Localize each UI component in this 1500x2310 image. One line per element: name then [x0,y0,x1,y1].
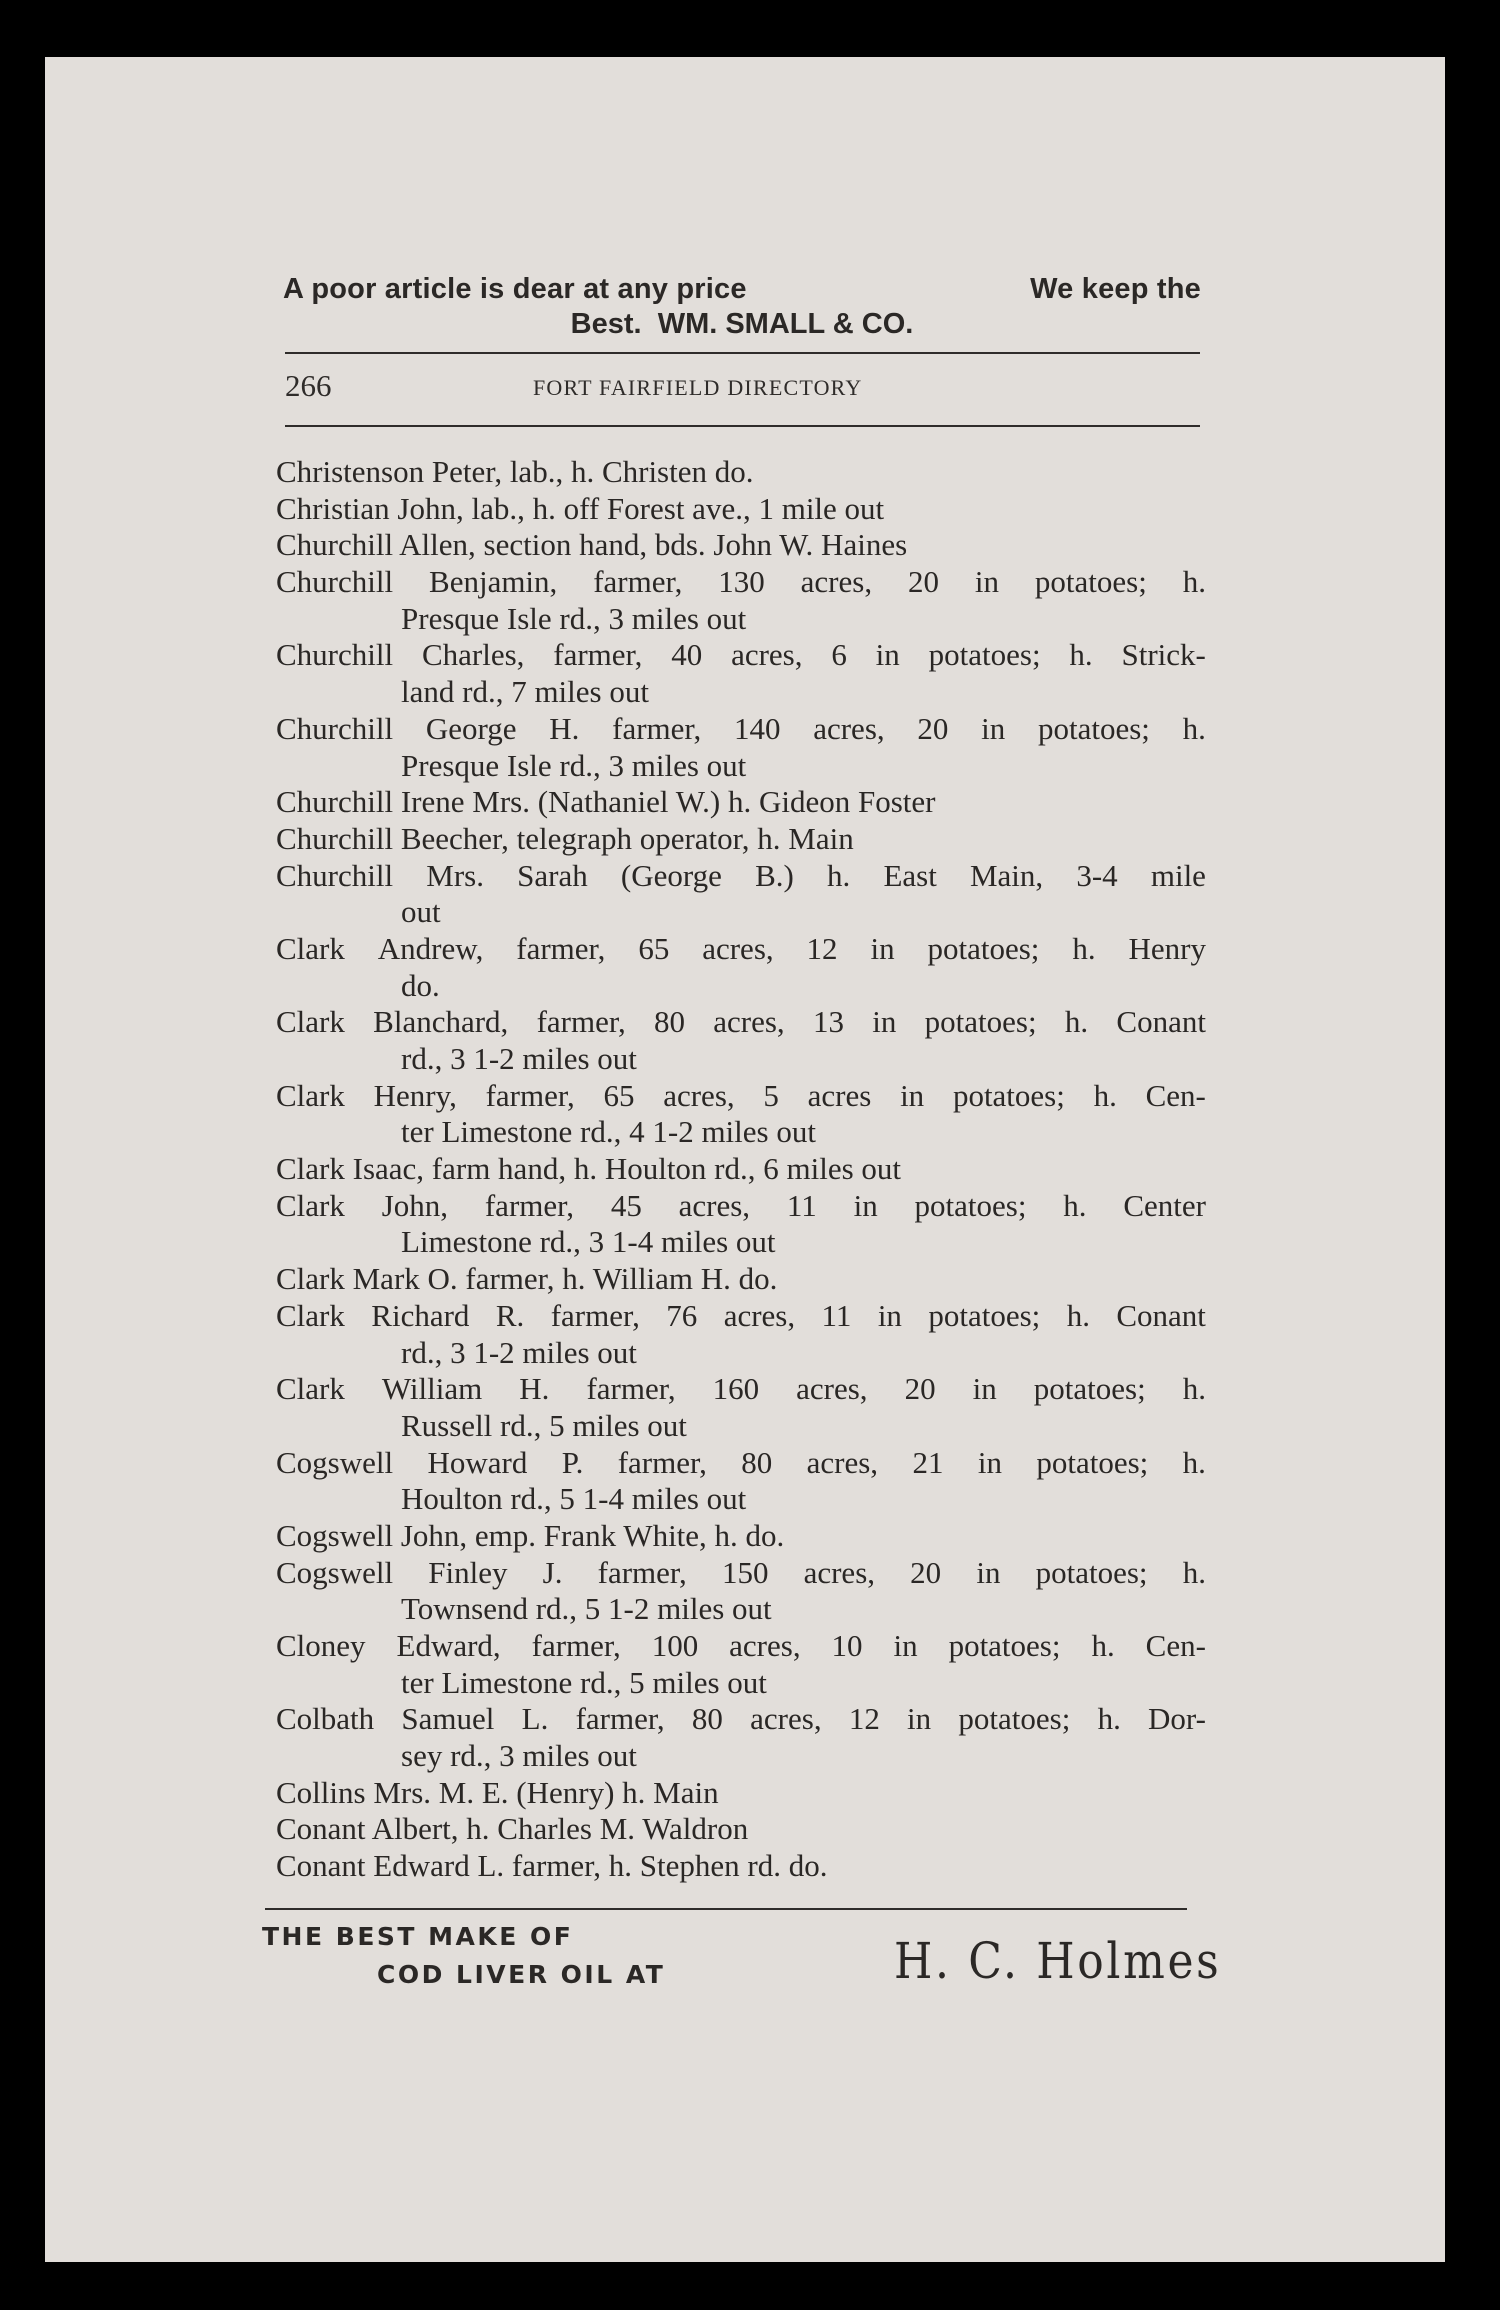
header-ad-line2: Best. WM. SMALL & CO. [570,308,914,340]
entry-word: Finley [428,1554,508,1590]
entry-word: 3-4 [1076,857,1118,893]
entry-word: potatoes; [927,930,1040,966]
entry-word: (George [620,857,722,893]
entry-line: Conant Edward L. farmer, h. Stephen rd. do. [276,1848,828,1884]
entry-word: Sarah [517,857,588,893]
entry-word: potatoes; [1036,1444,1149,1480]
entry-word: h. [827,857,851,893]
entry-word: 20 [910,1554,942,1590]
entry-continuation-line: ter Limestone rd., 5 miles out [401,1664,767,1700]
entry-word: farmer, [617,1444,707,1480]
entry-word: acres, [806,1444,879,1480]
entry-continuation-line: Presque Isle rd., 3 miles out [401,600,747,636]
entry-word: Colbath [276,1701,375,1737]
entry-word: George [425,710,517,746]
entry-word: potatoes; [1037,710,1150,746]
entry-word: Richard [371,1297,470,1333]
entry-word: acres, [750,1701,822,1737]
entry-word: East [883,857,937,893]
entry-word: acres, [702,930,774,966]
entry-word: farmer, [586,1371,676,1407]
entry-word: Dor- [1148,1701,1206,1737]
entry-word: Andrew, [377,930,484,966]
entry-word: acres, [796,1371,868,1407]
entry-word: in [877,1297,902,1333]
entry-word: 6 [831,637,847,673]
entry-continuation-line: Limestone rd., 3 1-4 miles out [401,1224,776,1260]
footer-advertisement [262,1918,1222,2008]
entry-word: in [977,1444,1002,1480]
entry-word: 45 [610,1187,642,1223]
entry-continuation-line: rd., 3 1-2 miles out [401,1334,637,1370]
entry-word: acres, [729,1628,801,1663]
entry-word: mile [1150,857,1206,893]
entry-word: h. [1069,637,1093,673]
entry-word: L. [521,1701,549,1737]
entry-word: Churchill [276,564,394,600]
entry-word: acres, [803,1554,876,1590]
entry-word: Cen- [1145,1628,1206,1663]
entry-line [276,1445,1206,1482]
entry-word: H. [519,1371,550,1407]
entry-word: h. [1066,1297,1090,1333]
entry-line [276,564,1206,601]
entry-word: in [981,710,1006,746]
entry-line: Christenson Peter, lab., h. Christen do. [276,454,754,489]
entry-word: in [974,564,1000,600]
entry-word: 13 [812,1004,844,1040]
entry-word: acres, [713,1004,785,1040]
entry-word: h. [1097,1701,1121,1737]
entry-word: in [875,637,900,673]
entry-continuation-line: Presque Isle rd., 3 miles out [401,747,747,783]
entry-word: potatoes; [1034,564,1147,600]
entry-word: Center [1123,1187,1206,1223]
entry-word: Cogswell [276,1444,394,1480]
entry-line [276,711,1206,748]
running-head [285,366,1200,406]
entry-word: 80 [691,1701,723,1737]
entry-word: acres, [800,564,873,600]
entry-line [276,1188,1206,1225]
entry-line [276,1371,1206,1408]
entry-word: 20 [917,710,949,746]
entry-line: Clark Isaac, farm hand, h. Houlton rd., 6 miles out [276,1151,902,1187]
entry-word: P. [561,1444,584,1480]
entry-word: Henry, [373,1077,457,1113]
entry-word: acres, [663,1077,735,1113]
entry-word: potatoes; [928,1297,1041,1333]
entry-word: J. [542,1554,563,1590]
entry-line: Conant Albert, h. Charles M. Waldron [276,1811,749,1847]
entry-word: 76 [666,1297,698,1333]
entry-word: h. [1093,1077,1117,1113]
entry-word: potatoes; [924,1004,1037,1040]
entry-word: potatoes; [958,1701,1071,1737]
entry-continuation-line: do. [401,967,440,1003]
entry-word: farmer, [550,1297,640,1333]
entry-word: 20 [904,1371,936,1407]
entry-word: 65 [603,1077,635,1113]
entry-word: farmer, [516,930,606,966]
footer-ad-line2: COD LIVER OIL AT [377,1960,666,1989]
entry-word: Clark [276,1297,345,1333]
entry-line [276,858,1206,895]
header-advertisement [283,272,1201,342]
entry-line [276,1555,1206,1592]
entry-line: Cogswell John, emp. Frank White, h. do. [276,1517,785,1553]
entry-word: Benjamin, [429,564,558,600]
header-ad-line1-left: A poor article is dear at any price [283,273,747,305]
entry-word: Mrs. [426,857,484,893]
entry-word: farmer, [575,1701,665,1737]
page-number: 266 [285,368,332,403]
header-rule-bottom [285,425,1200,427]
entry-word: h. [1182,564,1206,600]
entry-line [276,1628,1206,1665]
entry-word: 65 [638,930,670,966]
entry-continuation-line: Russell rd., 5 miles out [401,1407,687,1443]
entry-word: acres, [731,637,803,673]
footer-ad-signature: H. C. Holmes [894,1932,1222,1990]
footer-rule [265,1908,1187,1910]
entry-line: Collins Mrs. M. E. (Henry) h. Main [276,1774,719,1810]
entry-word: Clark [276,930,345,966]
entry-word: h. [1182,710,1206,746]
entry-word: farmer, [593,564,683,600]
entry-word: in [853,1187,878,1223]
entry-line [276,1078,1206,1115]
entry-word: Churchill [276,857,394,893]
entry-word: potatoes; [948,1628,1061,1663]
entry-line [276,1298,1206,1335]
entry-continuation-line: sey rd., 3 miles out [401,1738,637,1774]
directory-entries [276,454,1206,1885]
entry-continuation-line: out [401,894,441,930]
entry-word: acres, [813,710,885,746]
entry-word: Churchill [276,710,394,746]
entry-line: Churchill Irene Mrs. (Nathaniel W.) h. Gideon Foster [276,784,936,820]
footer-ad-line1: THE BEST MAKE OF [262,1922,574,1951]
entry-word: 12 [806,930,838,966]
entry-word: 100 [651,1628,699,1663]
directory-title: FORT FAIRFIELD DIRECTORY [533,375,863,400]
entry-word: in [907,1701,932,1737]
entry-word: Edward, [396,1628,501,1663]
entry-word: potatoes; [928,637,1041,673]
entry-word: 10 [831,1628,863,1663]
entry-word: Main, [969,857,1044,893]
entry-word: Howard [427,1444,528,1480]
entry-word: Clark [276,1187,345,1223]
entry-word: 5 [763,1077,779,1113]
entry-word: Cogswell [276,1554,394,1590]
entry-word: R. [495,1297,525,1333]
entry-word: 80 [741,1444,773,1480]
entry-word: acres, [678,1187,751,1223]
entry-word: 160 [712,1371,760,1407]
entry-word: h. [1182,1554,1206,1590]
entry-word: Cen- [1145,1077,1206,1113]
entry-word: h. [1072,930,1096,966]
header-rule-top [285,352,1200,354]
entry-word: Strick- [1121,637,1206,673]
entry-line [276,637,1206,674]
entry-word: acres [807,1077,872,1113]
entry-word: H. [549,710,580,746]
entry-word: John, [381,1187,449,1223]
entry-word: Cloney [276,1628,366,1663]
entry-word: 150 [721,1554,769,1590]
entry-word: in [870,930,895,966]
entry-word: B.) [755,857,794,893]
entry-word: Clark [276,1004,345,1040]
entry-word: farmer, [531,1628,621,1663]
entry-word: in [893,1628,918,1663]
entry-word: in [872,1004,897,1040]
entry-word: Henry [1128,930,1206,966]
entry-word: Clark [276,1371,345,1407]
entry-word: farmer, [553,637,643,673]
entry-word: 11 [786,1187,817,1223]
entry-word: farmer, [536,1004,626,1040]
entry-word: 21 [912,1444,944,1480]
entry-word: William [381,1371,483,1407]
entry-word: 20 [907,564,939,600]
entry-word: h. [1064,1004,1089,1040]
entry-word: Churchill [276,637,394,673]
entry-word: potatoes; [1033,1371,1146,1407]
entry-line: Churchill Beecher, telegraph operator, h. Main [276,820,854,856]
entry-line [276,1701,1206,1738]
entry-word: h. [1182,1371,1206,1407]
entry-word: farmer, [485,1077,575,1113]
entry-word: potatoes; [914,1187,1027,1223]
entry-word: Samuel [401,1701,495,1737]
entry-word: Conant [1116,1004,1206,1040]
entry-word: h. [1063,1187,1087,1223]
entry-continuation-line: ter Limestone rd., 4 1-2 miles out [401,1114,816,1150]
entry-word: h. [1182,1444,1206,1480]
entry-word: potatoes; [1035,1554,1148,1590]
entry-line: Churchill Allen, section hand, bds. John W. Haines [276,527,908,563]
entry-word: Clark [276,1077,345,1113]
entry-continuation-line: land rd., 7 miles out [401,674,649,710]
entry-line: Clark Mark O. farmer, h. William H. do. [276,1261,778,1297]
entry-word: 130 [718,564,765,600]
entry-word: 40 [671,637,703,673]
entry-word: farmer, [597,1554,687,1590]
entry-word: farmer, [612,710,702,746]
entry-word: Blanchard, [373,1004,509,1040]
entry-continuation-line: Townsend rd., 5 1-2 miles out [401,1591,772,1627]
entry-word: in [976,1554,1001,1590]
entry-word: 12 [848,1701,880,1737]
entry-word: in [972,1371,997,1407]
header-ad-line1-right: We keep the [1030,273,1201,305]
entry-line [276,931,1206,968]
entry-word: potatoes; [952,1077,1065,1113]
entry-word: farmer, [484,1187,574,1223]
entry-continuation-line: Houlton rd., 5 1-4 miles out [401,1481,747,1517]
entry-word: in [900,1077,925,1113]
entry-word: 80 [653,1004,685,1040]
entry-continuation-line: rd., 3 1-2 miles out [401,1041,637,1076]
entry-word: acres, [723,1297,796,1333]
entry-line: Christian John, lab., h. off Forest ave., 1 mile out [276,490,885,526]
entry-word: Conant [1116,1297,1206,1333]
entry-word: h. [1091,1628,1115,1663]
entry-word: 140 [733,710,781,746]
entry-line [276,1004,1206,1041]
entry-word: 11 [821,1297,852,1333]
entry-word: Charles, [421,637,525,673]
